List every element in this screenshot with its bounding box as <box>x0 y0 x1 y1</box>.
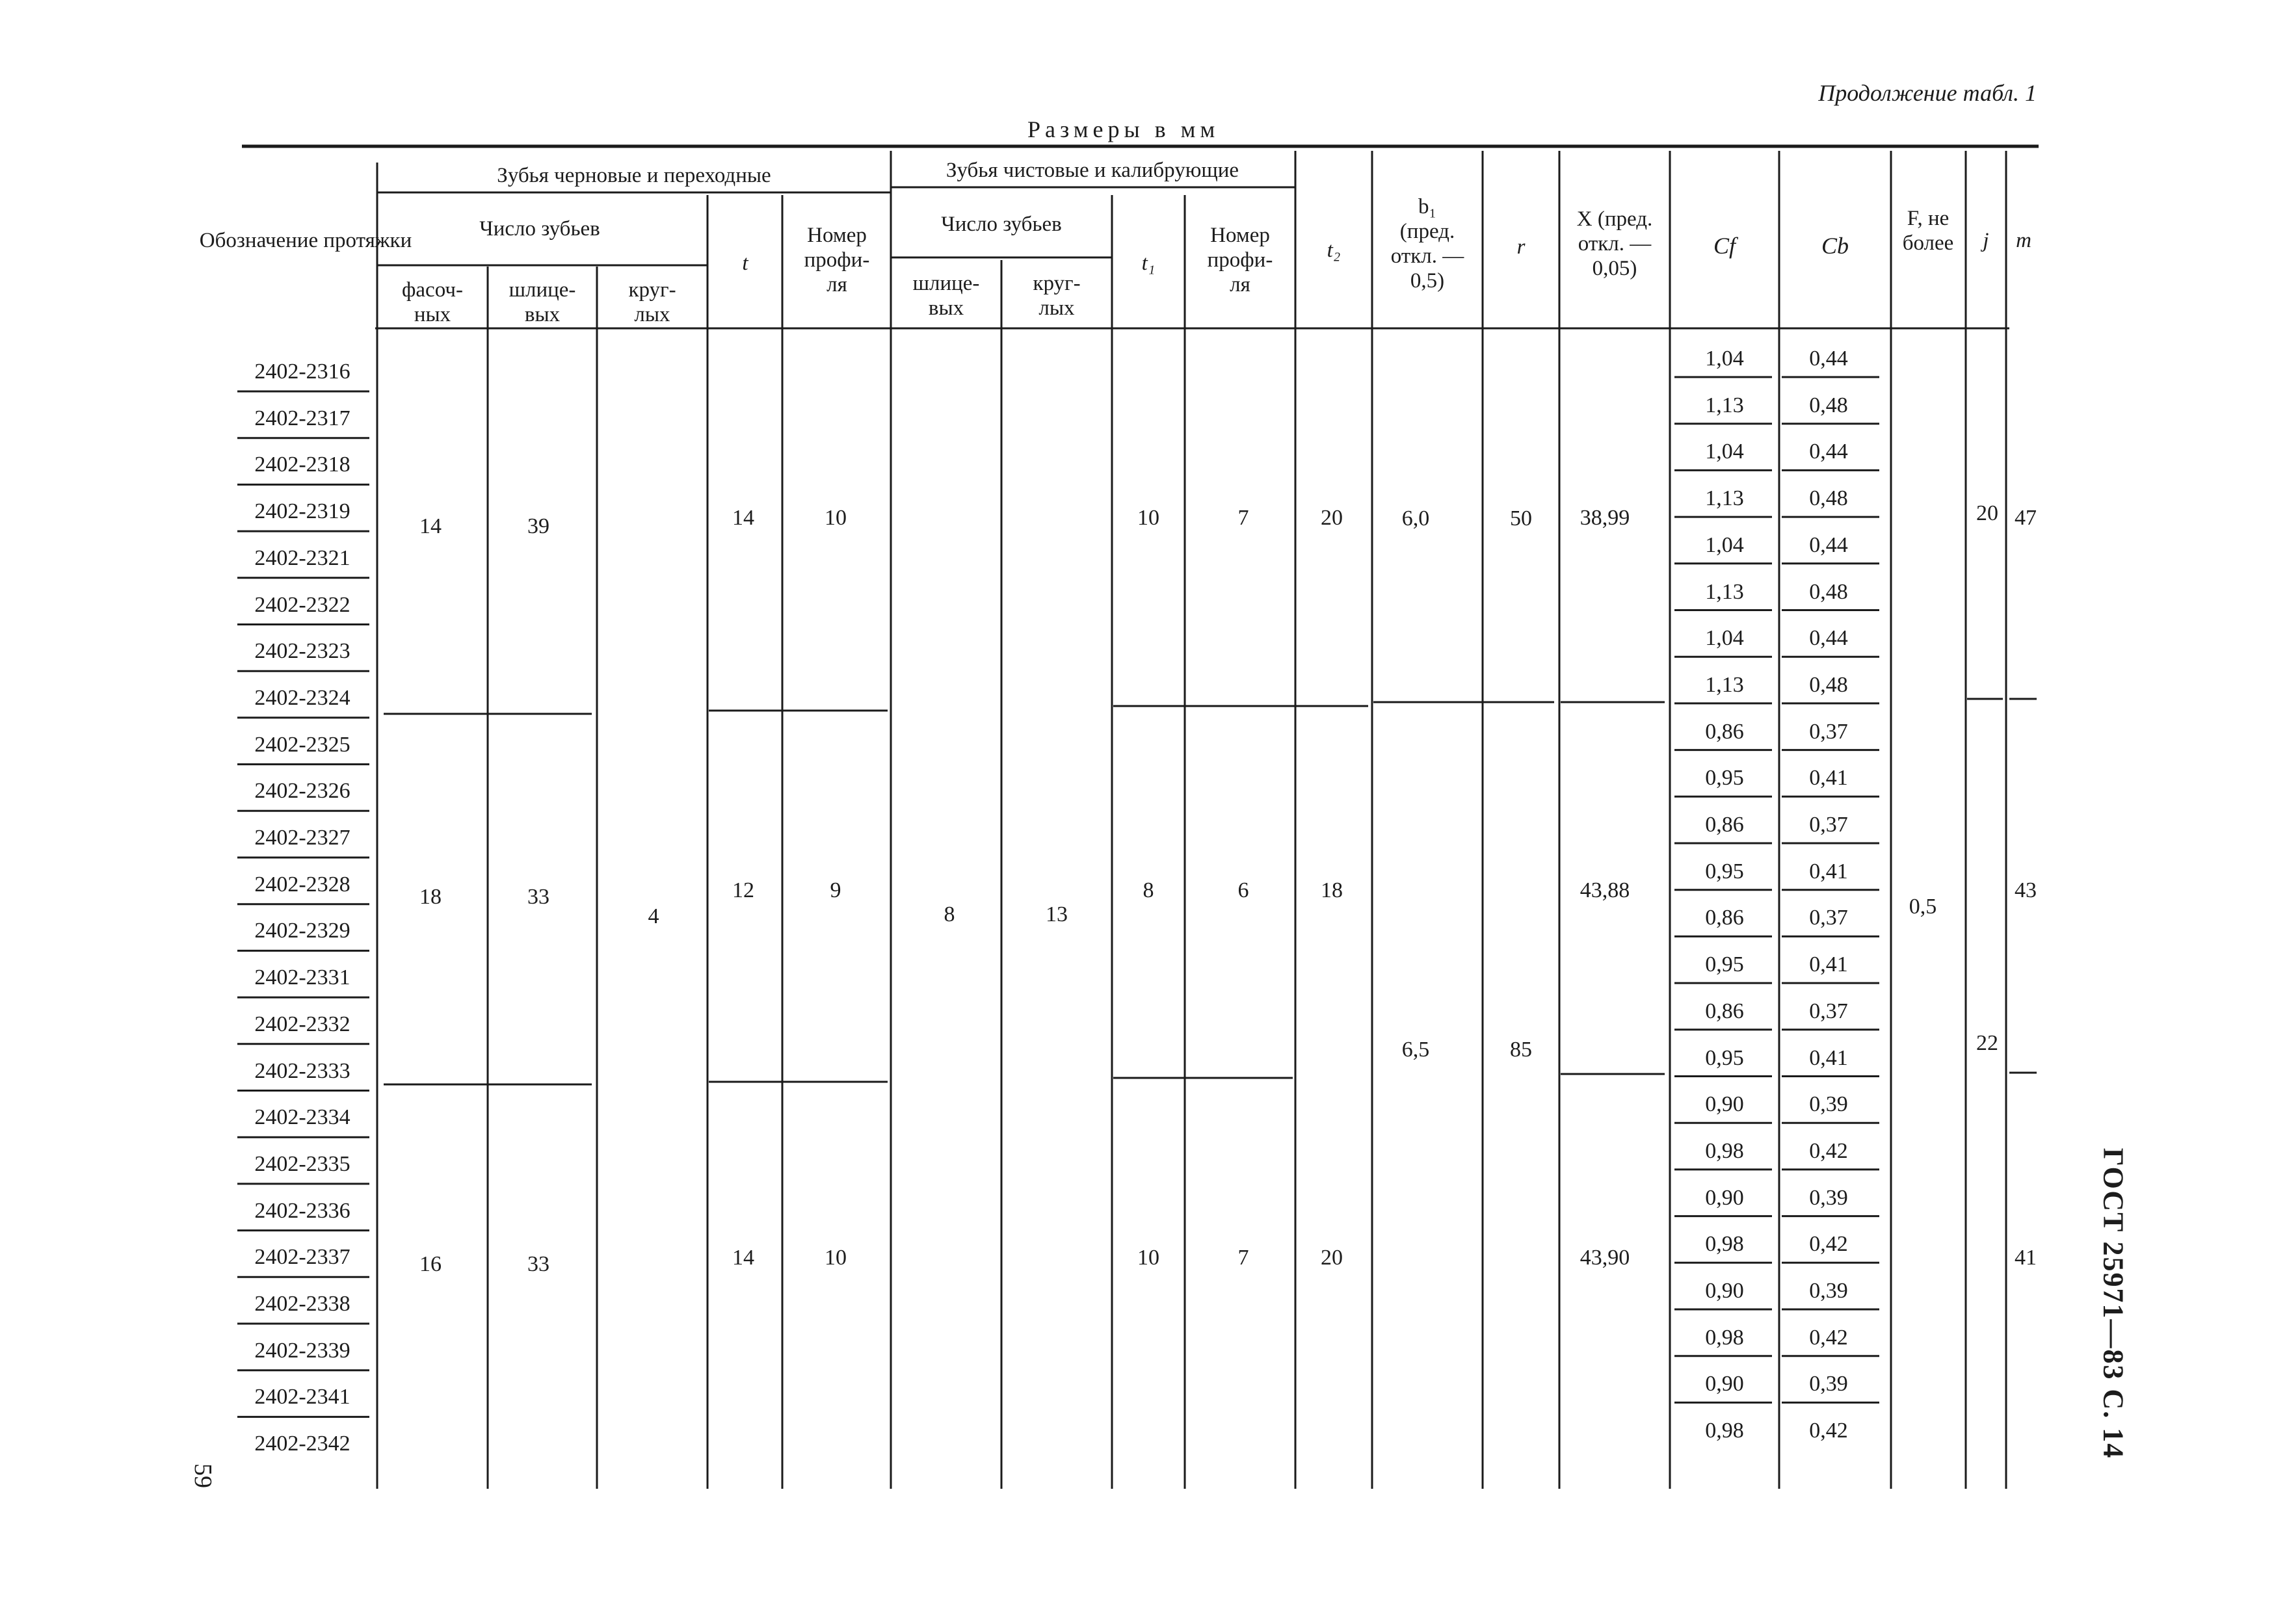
cf-value: 0,86 <box>1705 999 1744 1023</box>
row-designation: 2402-2321 <box>254 545 350 570</box>
group-x-value: 43,88 <box>1580 878 1630 902</box>
header-t2: t₂ <box>1327 239 1341 262</box>
cb-value: 0,41 <box>1809 952 1848 977</box>
group-t1-value: 8 <box>1143 878 1154 902</box>
cf-value: 1,13 <box>1705 672 1744 697</box>
cb-value: 0,41 <box>1809 766 1848 791</box>
group-profile-value: 10 <box>825 506 847 530</box>
row-designation: 2402-2337 <box>254 1245 350 1270</box>
cb-value: 0,44 <box>1809 439 1848 464</box>
cb-value: 0,37 <box>1809 813 1848 837</box>
cf-value: 0,98 <box>1705 1419 1744 1443</box>
header-designation <box>200 228 412 253</box>
header-round-rough: круг-лых <box>628 278 676 326</box>
row-designation: 2402-2323 <box>254 639 350 664</box>
header-t: t <box>742 252 748 275</box>
header-r: r <box>1516 235 1526 259</box>
group-spline-value: 39 <box>527 514 549 538</box>
cb-value: 0,39 <box>1809 1092 1848 1117</box>
group-m-value: 43 <box>2015 878 2037 902</box>
r-value-first: 50 <box>1510 506 1532 530</box>
group-x-value: 38,99 <box>1580 506 1630 530</box>
cb-value: 0,41 <box>1809 859 1848 884</box>
cf-value: 0,95 <box>1705 859 1744 884</box>
cb-value: 0,42 <box>1809 1138 1848 1163</box>
row-designation: 2402-2334 <box>254 1105 350 1130</box>
header-chamfer: фасоч-ных <box>402 278 463 326</box>
row-designation: 2402-2317 <box>254 406 350 430</box>
group-t-value: 14 <box>732 506 754 530</box>
round-rough-value: 4 <box>648 904 659 928</box>
header-teeth-count-rough: Число зубьев <box>479 217 600 241</box>
group-profile-value: 9 <box>830 878 841 902</box>
header-profile-finish: Номер профи-ля <box>1207 224 1273 296</box>
header-t1: t₁ <box>1141 252 1156 275</box>
row-designation: 2402-2327 <box>254 826 350 850</box>
header-teeth-count-finish: Число зубьев <box>941 213 1062 236</box>
header-x: X (пред. откл. —0,05) <box>1576 207 1653 280</box>
page-number: 59 <box>189 1463 217 1488</box>
cb-value: 0,48 <box>1809 393 1848 417</box>
row-designation: 2402-2329 <box>254 919 350 943</box>
round-finish-value: 13 <box>1046 902 1068 926</box>
row-designation: 2402-2332 <box>254 1012 350 1036</box>
header-spline-rough: шлице-вых <box>509 278 576 326</box>
spline-finish-value: 8 <box>944 902 955 926</box>
row-designation: 2402-2328 <box>254 872 350 897</box>
header-f: F, не более <box>1902 207 1954 255</box>
row-designation: 2402-2324 <box>254 685 350 710</box>
group-t1-value: 10 <box>1137 1246 1159 1270</box>
cf-value: 1,04 <box>1705 347 1744 371</box>
row-designation: 2402-2335 <box>254 1151 350 1176</box>
f-value: 0,5 <box>1909 895 1937 919</box>
group-chamfer-value: 16 <box>419 1252 442 1276</box>
cb-value: 0,42 <box>1809 1232 1848 1257</box>
cb-value: 0,42 <box>1809 1419 1848 1443</box>
group-spline-value: 33 <box>527 885 549 909</box>
group-chamfer-value: 18 <box>419 885 442 909</box>
group-x-value: 43,90 <box>1580 1246 1630 1270</box>
cf-value: 1,04 <box>1705 532 1744 557</box>
table-continuation-note: Продолжение табл. 1 <box>1818 80 2037 106</box>
units-caption: Размеры в мм <box>1027 116 1220 142</box>
cf-value: 0,90 <box>1705 1092 1744 1117</box>
group-chamfer-value: 14 <box>419 514 442 538</box>
cf-value: 0,95 <box>1705 766 1744 791</box>
row-designation: 2402-2326 <box>254 779 350 804</box>
b1-value-first: 6,0 <box>1401 506 1430 530</box>
cf-value: 0,90 <box>1705 1279 1744 1303</box>
cf-value: 0,95 <box>1705 1045 1744 1070</box>
header-rough-group: Зубья черновые и переходные <box>497 164 771 187</box>
cf-value: 0,98 <box>1705 1325 1744 1350</box>
cf-value: 0,98 <box>1705 1232 1744 1257</box>
header-j: j <box>1983 229 1989 252</box>
group-t2-value: 20 <box>1321 506 1343 530</box>
row-designation: 2402-2336 <box>254 1198 350 1223</box>
row-designation: 2402-2316 <box>254 360 350 384</box>
cf-value: 0,98 <box>1705 1138 1744 1163</box>
cb-value: 0,44 <box>1809 532 1848 557</box>
row-designation: 2402-2325 <box>254 732 350 757</box>
header-finish-group: Зубья чистовые и калибрующие <box>945 159 1239 182</box>
cf-value: 1,04 <box>1705 626 1744 651</box>
header-spline-finish: шлице-вых <box>912 272 980 320</box>
cf-value: 1,13 <box>1705 579 1744 604</box>
cb-value: 0,37 <box>1809 719 1848 744</box>
cb-value: 0,48 <box>1809 486 1848 511</box>
header-profile-rough: Номер профи-ля <box>804 224 870 296</box>
cf-value: 1,13 <box>1705 486 1744 511</box>
cf-value: 0,90 <box>1705 1185 1744 1210</box>
group-profile-f-value: 7 <box>1237 506 1249 530</box>
cf-value: 0,90 <box>1705 1372 1744 1396</box>
cf-value: 0,86 <box>1705 813 1744 837</box>
cb-value: 0,37 <box>1809 906 1848 930</box>
group-t2-value: 18 <box>1321 878 1343 902</box>
j-value-rest: 22 <box>1976 1031 1998 1055</box>
standard-page-header: ГОСТ 25971—83 С. 14 <box>2097 1147 2130 1460</box>
header-cf: Cf <box>1713 233 1736 259</box>
b1-value-rest: 6,5 <box>1401 1038 1430 1062</box>
row-designation: 2402-2318 <box>254 452 350 477</box>
cb-value: 0,41 <box>1809 1045 1848 1070</box>
group-profile-value: 10 <box>825 1246 847 1270</box>
header-designation-text: Обозначение протяжки <box>199 229 412 252</box>
group-t2-value: 20 <box>1321 1246 1343 1270</box>
group-spline-value: 33 <box>527 1252 549 1276</box>
group-t-value: 12 <box>732 878 754 902</box>
header-m: m <box>2016 229 2031 252</box>
cb-value: 0,42 <box>1809 1325 1848 1350</box>
row-designation: 2402-2333 <box>254 1058 350 1083</box>
row-designation: 2402-2331 <box>254 965 350 990</box>
row-designation: 2402-2339 <box>254 1338 350 1363</box>
cb-value: 0,39 <box>1809 1372 1848 1396</box>
r-value-rest: 85 <box>1510 1038 1532 1062</box>
cb-value: 0,37 <box>1809 999 1848 1023</box>
row-designation: 2402-2338 <box>254 1292 350 1316</box>
row-designation: 2402-2342 <box>254 1432 350 1456</box>
cb-value: 0,39 <box>1809 1185 1848 1210</box>
cf-value: 0,86 <box>1705 906 1744 930</box>
cb-value: 0,48 <box>1809 672 1848 697</box>
cb-value: 0,48 <box>1809 579 1848 604</box>
cf-value: 0,95 <box>1705 952 1744 977</box>
cf-value: 0,86 <box>1705 719 1744 744</box>
group-m-value: 47 <box>2015 506 2037 530</box>
group-t1-value: 10 <box>1137 506 1159 530</box>
row-designation: 2402-2319 <box>254 499 350 524</box>
cb-value: 0,39 <box>1809 1279 1848 1303</box>
j-value-first: 20 <box>1976 501 1998 525</box>
header-b1: b₁ (пред. откл. —0,5) <box>1390 195 1464 293</box>
group-t-value: 14 <box>732 1246 754 1270</box>
row-designation: 2402-2322 <box>254 592 350 617</box>
cf-value: 1,04 <box>1705 439 1744 464</box>
group-m-value: 41 <box>2015 1246 2037 1270</box>
row-designation: 2402-2341 <box>254 1385 350 1409</box>
cf-value: 1,13 <box>1705 393 1744 417</box>
group-profile-f-value: 7 <box>1237 1246 1249 1270</box>
header-round-finish: круг-лых <box>1033 272 1081 320</box>
cb-value: 0,44 <box>1809 626 1848 651</box>
group-profile-f-value: 6 <box>1237 878 1249 902</box>
cb-value: 0,44 <box>1809 347 1848 371</box>
header-cb: Cb <box>1821 233 1849 259</box>
